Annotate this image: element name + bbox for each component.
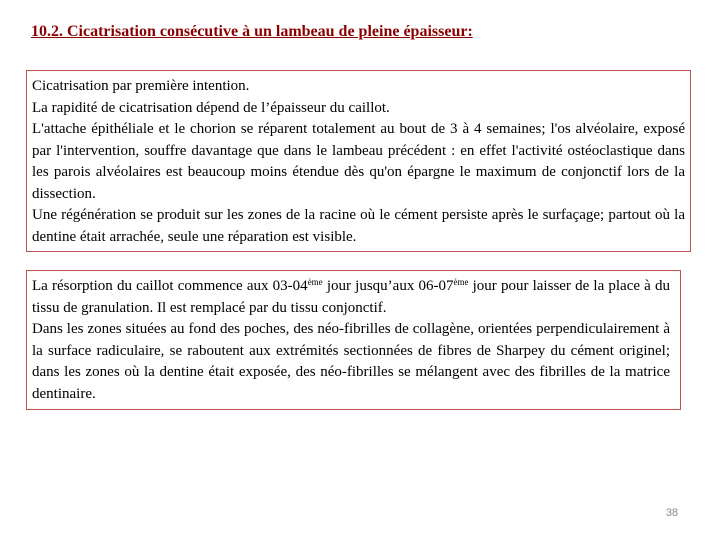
text-box-healing-first-intention xyxy=(26,70,691,252)
paragraph-clot-thickness: La rapidité de cicatrisation dépend de l’épaisseur du caillot. xyxy=(32,99,390,116)
clot-resorption-text-2: jour jusqu’aux 06-07 xyxy=(322,278,454,294)
slide-title: 10.2. Cicatrisation consécutive à un lambeau de pleine épaisseur: xyxy=(31,23,473,40)
clot-resorption-text-3: jour pour laisser de la place à du tissu de granulation. Il est remplacé par du tissu conjonctif. xyxy=(32,278,670,316)
clot-resorption-text-1: La résorption du caillot commence aux 03-04 xyxy=(32,278,308,294)
paragraph-clot-resorption xyxy=(32,276,670,319)
paragraph-epithelial-attachment: L'attache épithéliale et le chorion se réparent totalement au bout de 3 à 4 semaines; l'os alvéolaire, exposé par l'intervention, souffre davantage que dans le lambeau précédent : en effet l'activité ostéoclastique dans les parois alvéolaires est beaucoup moins étendue dès qu'on épargne le maximum de conjonctif lors de la dissection. xyxy=(32,121,685,202)
paragraph-first-intention: Cicatrisation par première intention. xyxy=(32,78,250,94)
superscript-eme-1: ème xyxy=(307,277,323,287)
text-box-clot-resorption xyxy=(26,270,681,410)
paragraph-regeneration: Une régénération se produit sur les zones de la racine où le cément persiste après le surfaçage; partout où la dentine était arrachée, seule une réparation est visible. xyxy=(32,207,685,245)
superscript-eme-2: ème xyxy=(453,277,469,287)
page-number: 38 xyxy=(665,507,679,519)
paragraph-collagen-fibrils: Dans les zones situées au fond des poches, des néo-fibrilles de collagène, orientées perpendiculairement à la surface radiculaire, se raboutent aux extrémités sectionnées de fibres de Sharpey du cément originel; dans les zones où la dentine était exposée, des néo-fibrilles se mélangent avec des fibrilles de la matrice dentinaire. xyxy=(32,321,670,402)
